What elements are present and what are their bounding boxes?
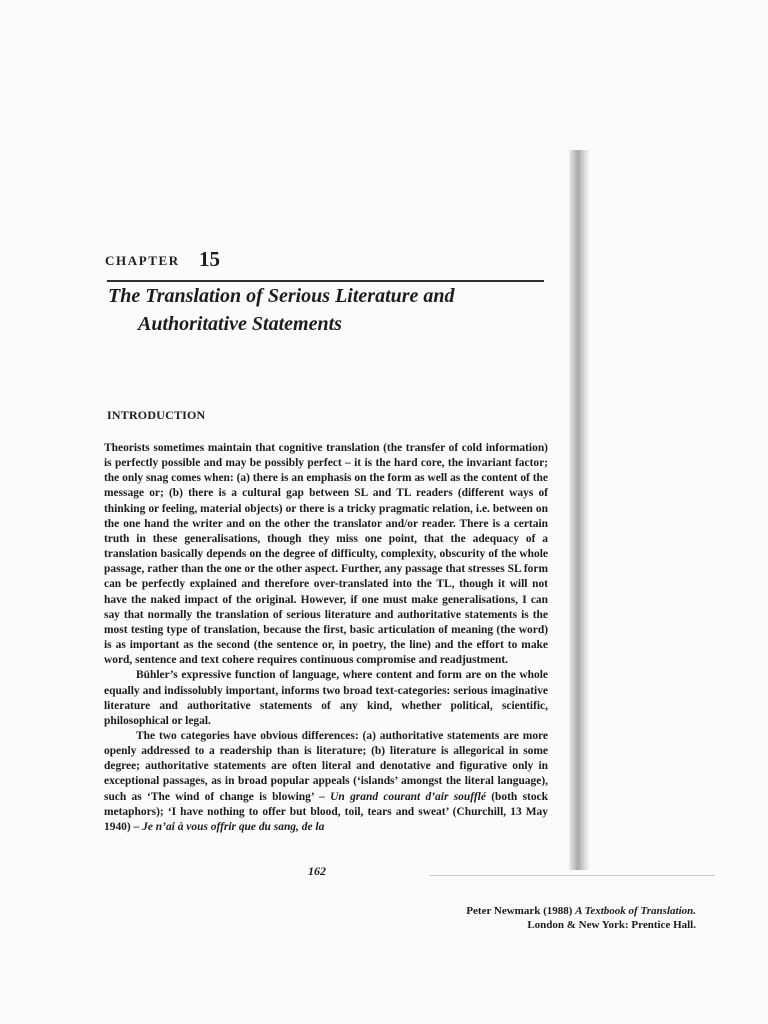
chapter-label: CHAPTER xyxy=(105,253,180,268)
paragraph-3-french-quote-2: Je n’ai à vous offrir que du sang, de la xyxy=(142,820,325,833)
scan-binding-shadow xyxy=(569,150,589,870)
source-citation xyxy=(466,904,696,932)
chapter-title-line-2: Authoritative Statements xyxy=(138,313,342,335)
citation-book-title: A Textbook of Translation. xyxy=(575,905,696,917)
chapter-number: 15 xyxy=(199,247,220,271)
body-text xyxy=(104,441,548,835)
section-heading: INTRODUCTION xyxy=(107,408,206,422)
page-number: 162 xyxy=(308,864,326,878)
citation-author: Peter Newmark (1988) xyxy=(466,905,576,917)
paragraph-1: Theorists sometimes maintain that cognitive translation (the transfer of cold information) is perfectly possible and may be possibly perfect – it is the hard core, the invariant factor; the only snag comes when: (a) there is an emphasis on the form as well as the content of the message or; (b) there is a cultural gap between SL and TL readers (different ways of thinking or feeling, material objects) or there is a tricky pragmatic relation, i.e. between on the one hand the writer and on the other the translator and/or reader. There is a certain truth in these generalisations, though they miss one point, that the adequacy of a translation basically depends on the degree of difficulty, complexity, obscurity of the whole passage, rather than the one or the other aspect. Further, any passage that stresses SL form can be perfectly explained and therefore over-translated into the TL, though it will not have the naked impact of the original. However, if one must make generalisations, I can say that normally the translation of serious literature and authoritative statements is the most testing type of translation, because the first, basic articulation of meaning (the word) is as important as the second (the sentence or, in poetry, the line) and the effort to make word, sentence and text cohere requires continuous compromise and readjustment. xyxy=(104,442,548,667)
citation-line-1 xyxy=(466,904,696,918)
chapter-title-line-1: The Translation of Serious Literature and xyxy=(108,285,455,307)
page-edge-line xyxy=(430,875,715,876)
title-divider xyxy=(107,280,544,282)
paragraph-3-text-a: The two categories have obvious differences: (a) authoritative statements are more openly addressed to a readership than is literature; (b) literature is allegorical in some degree; authoritative statements are often literal and denotative and figurative only in exceptional passages, as in broad popular appeals (‘islands’ amongst the literal language), such as ‘The wind of change is blowing’ – xyxy=(104,729,548,803)
citation-publisher: London & New York: Prentice Hall. xyxy=(527,919,696,931)
paragraph-3-text-c: (both stock metaphors); ‘I have nothing to offer but blood, toil, tears and sweat’ (Churchill, 13 May 1940) – xyxy=(104,790,548,833)
paragraph-2: Bühler’s expressive function of language, where content and form are on the whole equally and indissolubly important, informs two broad text-categories: serious imaginative literature and authoritative statements of any kind, whether political, scientific, philosophical or legal. xyxy=(104,669,548,727)
paragraph-3 xyxy=(104,729,548,835)
paragraph-3-french-quote-1: Un grand courant d’air soufflé xyxy=(330,790,486,803)
